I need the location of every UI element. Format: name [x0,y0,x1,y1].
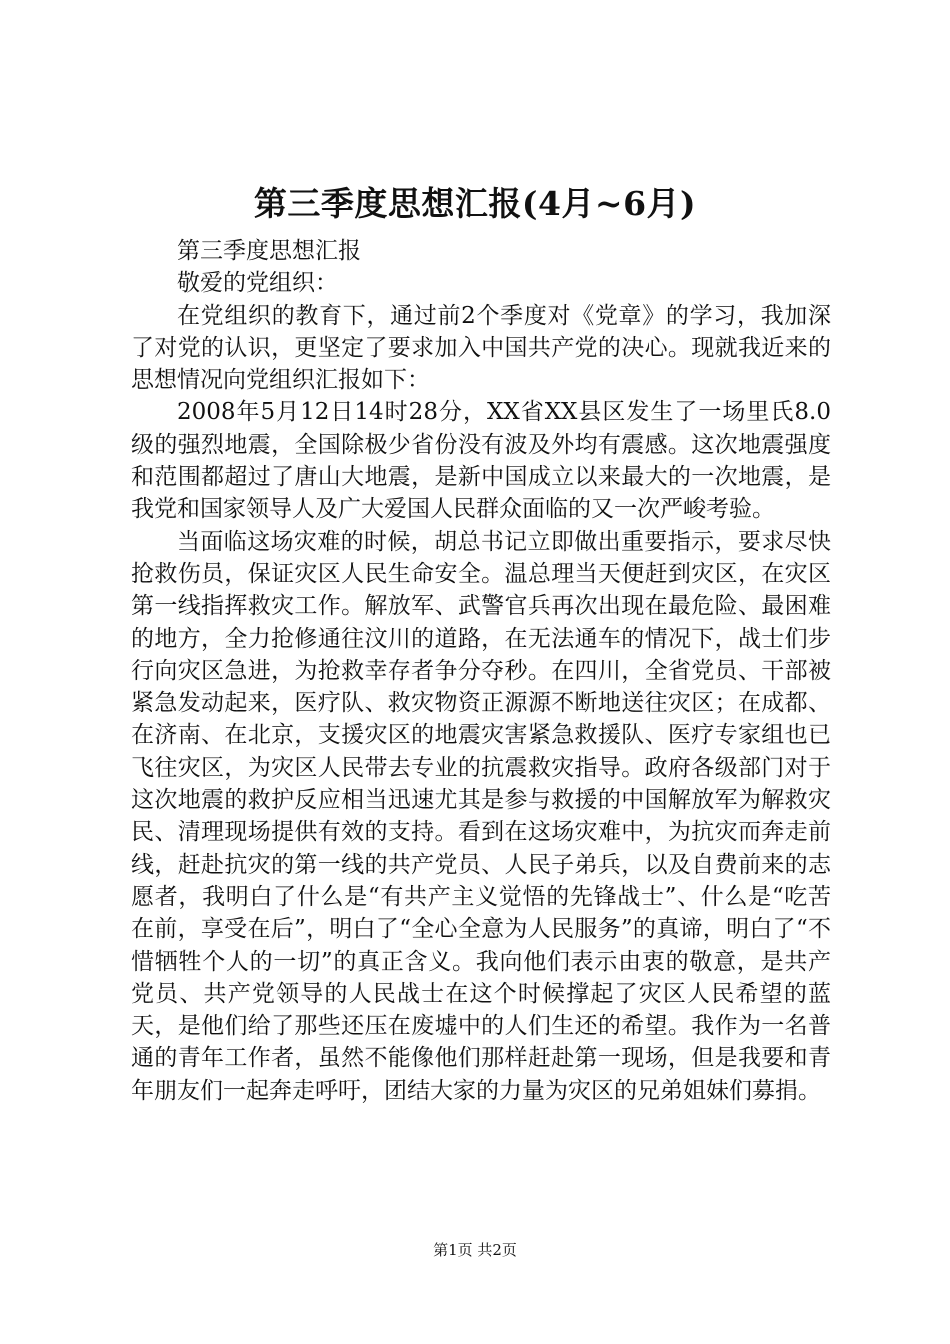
paragraph-response: 当面临这场灾难的时候，胡总书记立即做出重要指示，要求尽快抢救伤员，保证灾区人民生命安全。温总理当天便赶到灾区，在灾区第一线指挥救灾工作。解放军、武警官兵再次出现在最危险、最困难的地方，全力抢修通往汶川的道路，在无法通车的情况下，战士们步行向灾区急进，为抢救幸存者争分夺秒。在四川，全省党员、干部被紧急发动起来，医疗队、救灾物资正源源不断地送往灾区；在成都、在济南、在北京，支援灾区的地震灾害紧急救援队、医疗专家组也已飞往灾区，为灾区人民带去专业的抗震救灾指导。政府各级部门对于这次地震的救护反应相当迅速尤其是参与救援的中国解放军为解救灾民、清理现场提供有效的支持。看到在这场灾难中，为抗灾而奔走前线，赶赴抗灾的第一线的共产党员、人民子弟兵，以及自费前来的志愿者，我明白了什么是“有共产主义觉悟的先锋战士”、什么是“吃苦在前，享受在后”，明白了“全心全意为人民服务”的真谛，明白了“不惜牺牲个人的一切”的真正含义。我向他们表示由衷的敬意，是共产党员、共产党领导的人民战士在这个时候撑起了灾区人民希望的蓝天，是他们给了那些还压在废墟中的人们生还的希望。我作为一名普通的青年工作者，虽然不能像他们那样赶赴第一现场，但是我要和青年朋友们一起奔走呼吁，团结大家的力量为灾区的兄弟姐妹们募捐。 [131,528,831,1104]
paragraph-intro: 在党组织的教育下，通过前2个季度对《党章》的学习，我加深了对党的认识，更坚定了要求加入中国共产党的决心。现就我近来的思想情况向党组织汇报如下： [131,302,831,394]
page-number-footer: 第1页 共2页 [433,1241,517,1259]
salutation: 敬爱的党组织： [177,270,338,297]
paragraph-earthquake: 2008年5月12日14时28分，XX省XX县区发生了一场里氏8.0级的强烈地震，全国除极少省份没有波及外均有震感。这次地震强度和范围都超过了唐山大地震，是新中国成立以来最大的一次地震，是我党和国家领导人及广大爱国人民群众面临的又一次严峻考验。 [131,399,831,523]
document-body [131,235,831,1107]
report-heading: 第三季度思想汇报 [177,238,361,264]
document-title: 第三季度思想汇报(4月~6月) [253,184,697,223]
